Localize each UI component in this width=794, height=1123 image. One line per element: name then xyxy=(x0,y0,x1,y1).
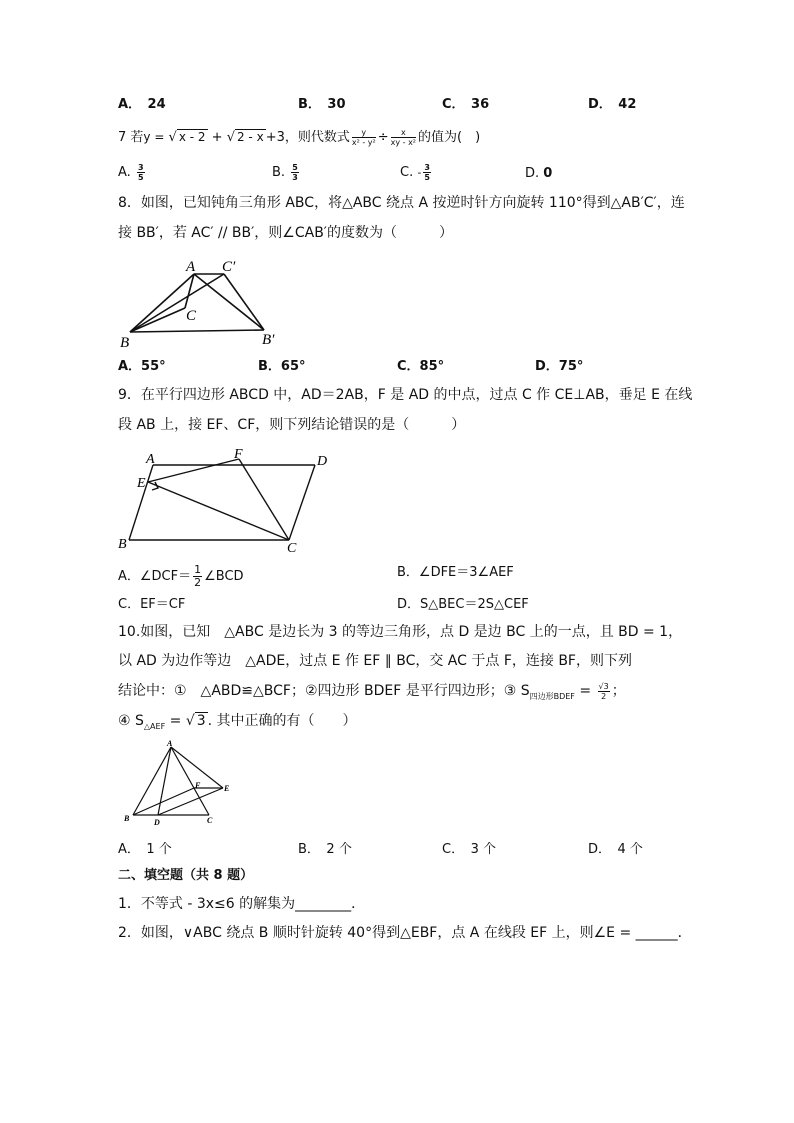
q9-stem-line-2: 段 AB 上，接 EF、CF，则下列结论错误的是（ ） xyxy=(118,417,466,433)
q9-option-a: A．∠DCF＝ $\frac{1}{2}$ ∠BCD xyxy=(118,563,244,589)
q8-option-a: A．55° xyxy=(118,359,166,374)
q7-option-c: C. - $\frac{3}{5}$ xyxy=(400,163,430,182)
q7-mid-text: +3，则代数式 xyxy=(265,130,350,145)
q10-label-b: B xyxy=(124,814,130,823)
section-heading: 二、填空题（共 8 题） xyxy=(118,868,254,883)
q7-fraction-1: $\frac{y}{\text{x² - y²}}$ xyxy=(351,128,376,147)
q7-y-eq: y = xyxy=(143,130,165,144)
q7-suffix: 的值为( ) xyxy=(418,130,481,145)
q8-label-c: C xyxy=(186,308,197,324)
q7-prefix: 7 若 xyxy=(118,130,144,145)
q10-stem-line-2: 以 AD 为边作等边 △ADE，过点 E 作 EF ∥ BC，交 AC 于点 F，连接 BF，则下列 xyxy=(118,653,632,669)
q8-option-d: D．75° xyxy=(535,359,584,374)
q6-option-b: B． 30 xyxy=(298,97,346,112)
q10-option-a: A． 1 个 xyxy=(118,842,172,857)
q10-label-e: E xyxy=(224,784,230,793)
q9-option-b: B．∠DFE＝3∠AEF xyxy=(397,565,514,580)
q9-option-c: C．EF＝CF xyxy=(118,597,186,612)
q9-option-d: D．S△BEC＝2S△CEF xyxy=(397,597,529,612)
q8-option-c: C．85° xyxy=(397,359,445,374)
q8-label-c-prime: C′ xyxy=(222,259,236,275)
q7-plus: + xyxy=(211,130,223,145)
q10-label-c: C xyxy=(207,816,213,825)
q10-option-d: D． 4 个 xyxy=(588,842,643,857)
q9-label-a: A xyxy=(146,452,155,467)
q9-label-f: F xyxy=(234,447,243,462)
q8-label-a: A xyxy=(186,259,196,275)
q10-label-d: D xyxy=(154,818,160,827)
q10-stem-line-1: 10.如图，已知 △ABC 是边长为 3 的等边三角形，点 D 是边 BC 上的一点，且 BD = 1， xyxy=(118,624,683,640)
q6-option-c: C． 36 xyxy=(442,97,490,112)
q7-option-d: D. 0 xyxy=(525,166,553,181)
q7-fraction-2: $\frac{x}{\text{xy - x²}}$ xyxy=(390,128,417,147)
q7-radical-2: 2 - x xyxy=(236,130,264,144)
q9-stem-line-1: 9．在平行四边形 ABCD 中，AD＝2AB，F 是 AD 的中点，过点 C 作 CE⊥AB，垂足 E 在线 xyxy=(118,387,693,403)
fill-question-1: 1．不等式 - 3x≤6 的解集为________． xyxy=(118,896,366,912)
q9-label-e: E xyxy=(137,476,146,491)
q7-stem: 7 若y = √ x - 2 + √ 2 - x +3，则代数式 $\frac{y}{\text{x² - y²}}$ ÷ $\frac{x}{\text{xy - x²}}$ 的值为( ) xyxy=(118,128,481,147)
q8-stem-line-2: 接 BB′，若 AC′ // BB′，则∠CAB′的度数为（ ） xyxy=(118,225,453,241)
q6-option-a: A． 24 xyxy=(118,97,166,112)
q10-label-a: A xyxy=(167,739,173,748)
q9-label-c: C xyxy=(287,541,297,556)
q10-figure xyxy=(115,737,245,829)
q6-option-d: D． 42 xyxy=(588,97,637,112)
q9-label-b: B xyxy=(118,537,127,552)
q8-figure xyxy=(112,252,287,352)
fill-question-2: 2．如图，∨ABC 绕点 B 顺时针旋转 40°得到△EBF，点 A 在线段 EF 上，则∠E = ______． xyxy=(118,925,692,941)
q9-figure xyxy=(112,444,342,556)
q10-option-b: B． 2 个 xyxy=(298,842,352,857)
q8-option-b: B．65° xyxy=(258,359,306,374)
q8-stem-line-1: 8．如图，已知钝角三角形 ABC，将△ABC 绕点 A 按逆时针方向旋转 110°得到△AB′C′，连 xyxy=(118,195,685,211)
q8-label-b-prime: B′ xyxy=(262,332,275,348)
q7-option-b: B. $\frac{5}{3}$ xyxy=(272,163,298,182)
q7-option-a: A. $\frac{3}{5}$ xyxy=(118,163,144,182)
q8-label-b: B xyxy=(120,335,130,351)
q10-stem-line-4: ④ $S_{\triangle AEF}$ = √ 3 . 其中正确的有（ ） xyxy=(118,713,357,731)
q7-radical-1: x - 2 xyxy=(178,130,206,144)
q10-stem-line-3: 结论中：① △ABD≌△BCF；②四边形 BDEF 是平行四边形；③ $S_{四边形BDEF}$ = $\frac{√3}{2}$ ； xyxy=(118,681,626,701)
q10-label-f: F xyxy=(195,781,201,790)
q10-option-c: C． 3 个 xyxy=(442,842,496,857)
q7-div: ÷ xyxy=(377,130,389,145)
q9-label-d: D xyxy=(317,454,328,469)
